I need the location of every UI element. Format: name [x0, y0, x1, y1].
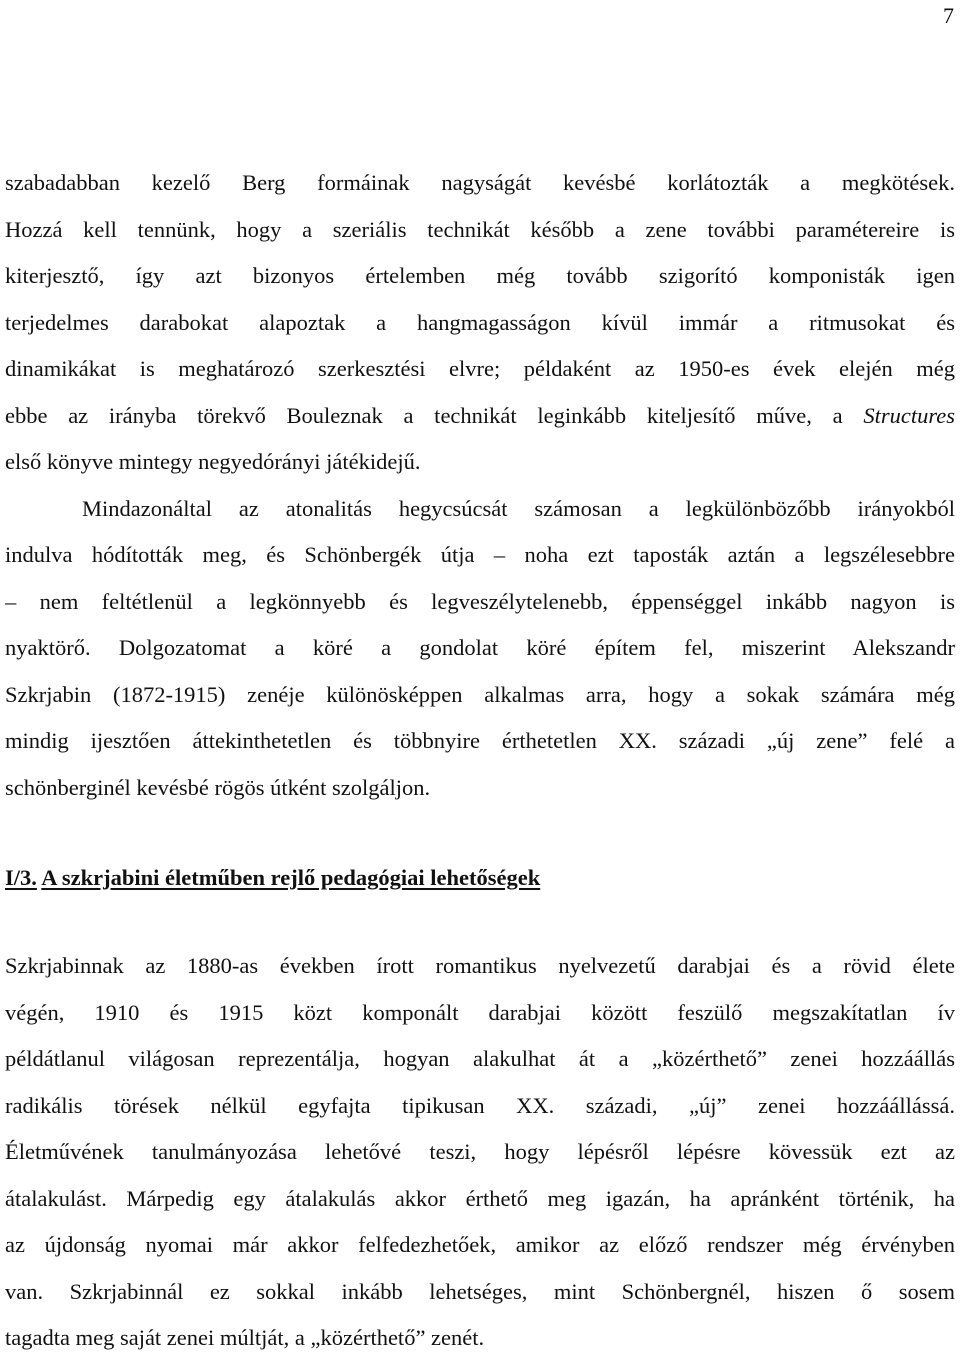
paragraph-line: szabadabban kezelő Berg formáinak nagyságát kevésbé korlátozták a megkötések. [5, 170, 955, 195]
paragraph-line: mindig ijesztően áttekinthetetlen és többnyire érthetetlen XX. századi „új zene” felé a [5, 728, 955, 753]
paragraph-line: terjedelmes darabokat alapoztak a hangmagasságon kívül immár a ritmusokat és [5, 309, 955, 335]
paragraph-line: nyaktörő. Dolgozatomat a köré a gondolat köré építem fel, miszerint Alekszandr [5, 635, 955, 660]
paragraph-line [5, 393, 955, 440]
paragraph-line: radikális törések nélkül egyfajta tipikusan XX. századi, „új” zenei hozzáállássá. [5, 1092, 955, 1118]
paragraph-line: indulva hódították meg, és Schönbergék útja – noha ezt taposták aztán a legszélesebbre [5, 542, 955, 567]
paragraph-line: tagadta meg saját zenei múltját, a „közérthető” zenét. [5, 1325, 485, 1350]
paragraph-line: végén, 1910 és 1915 közt komponált darabjai között feszülő megszakítatlan ív [5, 999, 955, 1025]
paragraph-line: Életművének tanulmányozása lehetővé teszi, hogy lépésről lépésre kövessük ezt az [5, 1139, 955, 1164]
paragraph-line: Szkrjabin (1872-1915) zenéje különösképpen alkalmas arra, hogy a sokak számára még [5, 681, 955, 707]
paragraph-line: – nem feltétlenül a legkönnyebb és legveszélytelenebb, éppenséggel inkább nagyon is [5, 588, 955, 614]
section-title: A szkrjabini életműben rejlő pedagógiai lehetőségek [41, 865, 541, 890]
paragraph-line: átalakulást. Márpedig egy átalakulás akkor érthető meg igazán, ha apránként történik, ha [5, 1185, 955, 1211]
work-title-italic: Structures [863, 402, 955, 428]
paragraph [5, 943, 955, 1362]
paragraph-line: schönberginél kevésbé rögös útként szolgáljon. [5, 774, 431, 800]
paragraph [5, 486, 955, 812]
line-text: ebbe az irányba törekvő Bouleznak a technikát leginkább kiteljesítő műve, a [5, 402, 864, 428]
paragraph-line: dinamikákat is meghatározó szerkesztési elvre; példaként az 1950-es évek elején még [5, 356, 955, 381]
section-number: I/3. [5, 865, 37, 890]
section-heading [5, 855, 955, 901]
paragraph-line: az újdonság nyomai már akkor felfedezhetőek, amikor az előző rendszer még érvényben [5, 1232, 955, 1257]
paragraph-line: első könyve mintegy negyedórányi játékidejű. [5, 449, 421, 474]
paragraph-continuation [5, 160, 955, 486]
paragraph-line: Mindazonáltal az atonalitás hegycsúcsát számosan a legkülönbözőbb irányokból [82, 495, 955, 521]
paragraph-line: kiterjesztő, így azt bizonyos értelemben még tovább szigorító komponisták igen [5, 263, 955, 288]
document-body [5, 160, 955, 1362]
paragraph-line: van. Szkrjabinnál ez sokkal inkább lehetséges, mint Schönbergnél, hiszen ő sosem [5, 1278, 955, 1304]
paragraph-line: Hozzá kell tennünk, hogy a szeriális technikát később a zene további paramétereire is [5, 216, 955, 242]
paragraph-line: Szkrjabinnak az 1880-as években írott romantikus nyelvezetű darabjai és a rövid élete [5, 953, 955, 978]
page-number: 7 [943, 3, 954, 28]
paragraph-line: példátlanul világosan reprezentálja, hogyan alakulhat át a „közérthető” zenei hozzáállás [5, 1046, 955, 1071]
